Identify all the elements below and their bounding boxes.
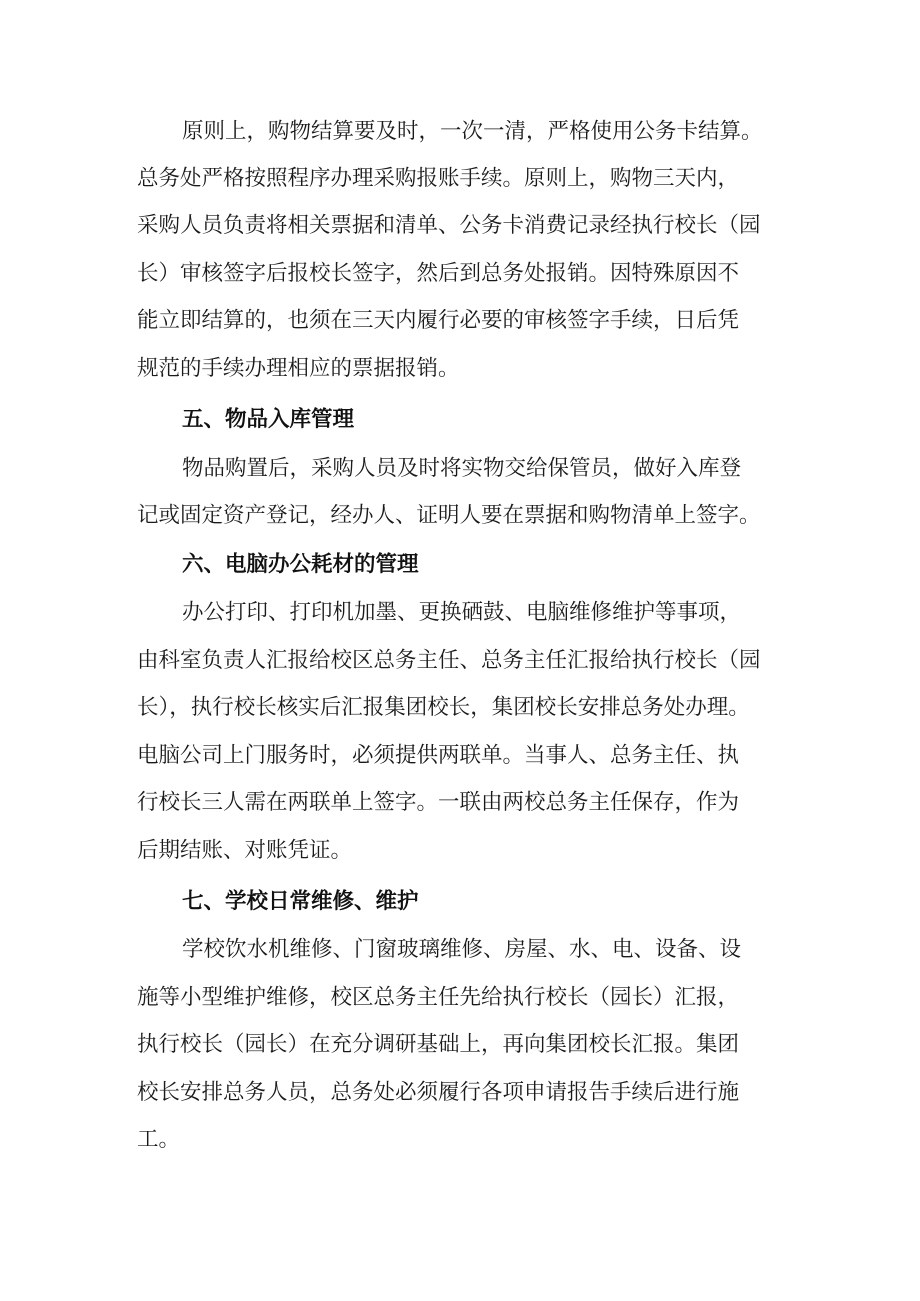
paragraph-inventory-line: 物品购置后，采购人员及时将实物交给保管员，做好入库登 — [182, 456, 742, 481]
paragraph-purchase-settlement-line: 原则上，购物结算要及时，一次一清，严格使用公务卡结算。 — [182, 119, 763, 144]
section-heading-inventory: 五、物品入库管理 — [182, 407, 355, 432]
paragraph-purchase-settlement-line: 长）审核签字后报校长签字，然后到总务处报销。因特殊原因不 — [137, 261, 740, 286]
section-heading-office-supplies: 六、电脑办公耗材的管理 — [182, 552, 419, 577]
paragraph-maintenance-line: 执行校长（园长）在充分调研基础上，再向集团校长汇报。集团 — [137, 1032, 740, 1057]
paragraph-office-supplies-line: 行校长三人需在两联单上签字。一联由两校总务主任保存，作为 — [137, 790, 740, 815]
paragraph-purchase-settlement-line: 总务处严格按照程序办理采购报账手续。原则上，购物三天内， — [137, 166, 740, 191]
paragraph-office-supplies-line: 长），执行校长核实后汇报集团校长，集团校长安排总务处办理。 — [137, 695, 750, 720]
paragraph-purchase-settlement-line: 规范的手续办理相应的票据报销。 — [137, 356, 460, 381]
paragraph-maintenance-line: 施等小型维护维修，校区总务主任先给执行校长（园长）汇报， — [137, 985, 740, 1010]
paragraph-office-supplies-line: 办公打印、打印机加墨、更换硒鼓、电脑维修维护等事项， — [182, 600, 742, 625]
paragraph-office-supplies-line: 电脑公司上门服务时，必须提供两联单。当事人、总务主任、执 — [137, 743, 740, 768]
paragraph-maintenance-line: 学校饮水机维修、门窗玻璃维修、房屋、水、电、设备、设 — [182, 937, 742, 962]
paragraph-office-supplies-line: 由科室负责人汇报给校区总务主任、总务主任汇报给执行校长（园 — [137, 648, 761, 673]
paragraph-office-supplies-line: 后期结账、对账凭证。 — [137, 838, 353, 863]
paragraph-inventory-line: 记或固定资产登记，经办人、证明人要在票据和购物清单上签字。 — [137, 503, 761, 528]
paragraph-maintenance-line: 校长安排总务人员，总务处必须履行各项申请报告手续后进行施 — [137, 1080, 740, 1105]
paragraph-maintenance-line: 工。 — [137, 1127, 181, 1152]
paragraph-purchase-settlement-line: 采购人员负责将相关票据和清单、公务卡消费记录经执行校长（园 — [137, 213, 761, 238]
section-heading-maintenance: 七、学校日常维修、维护 — [182, 889, 419, 914]
paragraph-purchase-settlement-line: 能立即结算的，也须在三天内履行必要的审核签字手续，日后凭 — [137, 308, 740, 333]
